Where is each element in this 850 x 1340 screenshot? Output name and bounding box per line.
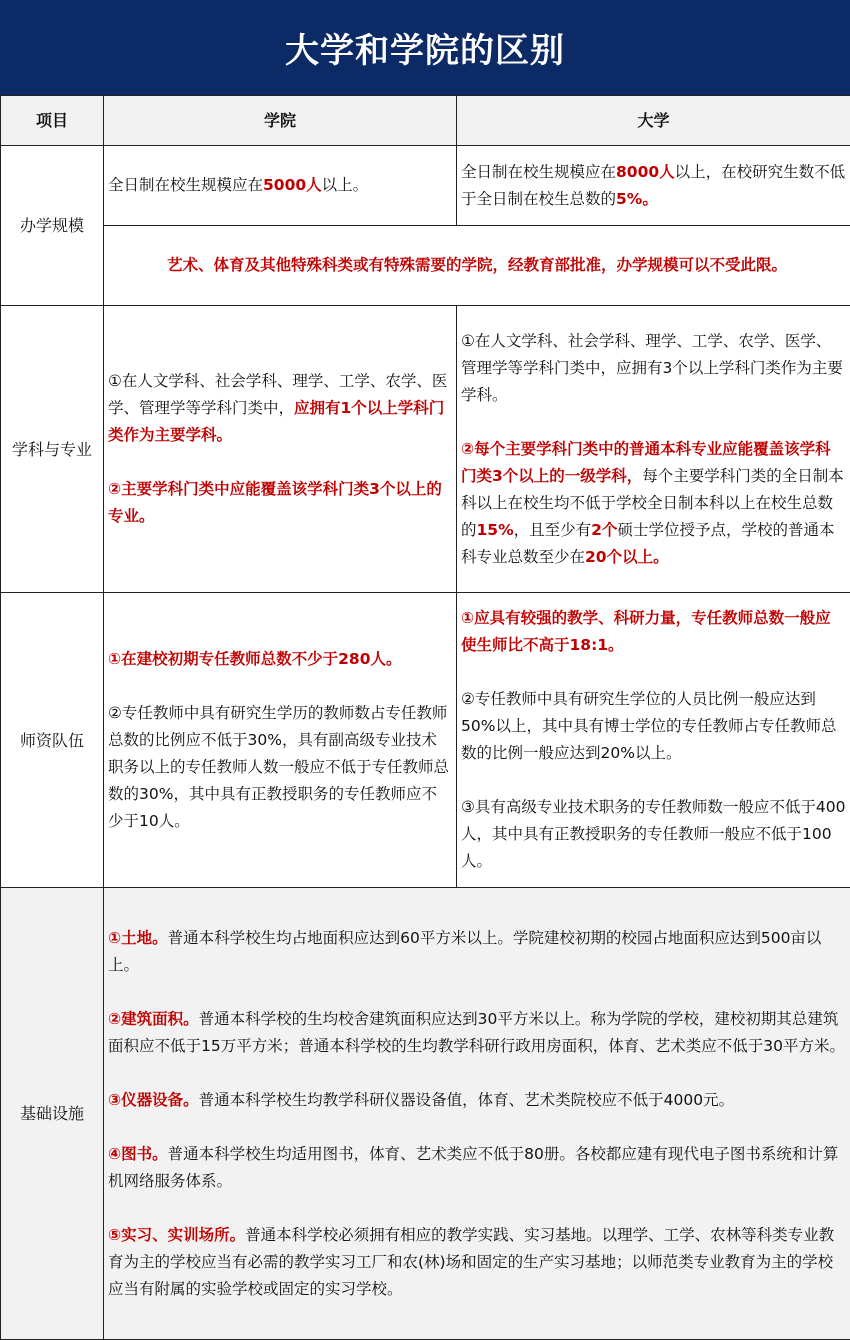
- comparison-table: [0, 95, 850, 1340]
- header-college: 学院: [104, 96, 457, 146]
- paragraph-gap: [108, 1195, 846, 1222]
- row-disciplines: [1, 306, 850, 593]
- row-faculty: [1, 593, 850, 888]
- row-scale: [1, 146, 850, 226]
- college-cell: [104, 146, 457, 226]
- body-text: 全日制在校生规模应在: [461, 163, 616, 181]
- highlight-text: ①应具有较强的教学、科研力量，专任教师总数一般应使生师比不高于18:1。: [461, 609, 831, 654]
- body-text: 全日制在校生规模应在: [108, 176, 263, 194]
- paragraph: [461, 328, 846, 409]
- paragraph: [461, 159, 846, 213]
- college-cell: [104, 306, 457, 593]
- highlight-text: ①土地。: [108, 929, 168, 947]
- paragraph-gap: [108, 449, 452, 476]
- paragraph: [108, 368, 452, 449]
- body-text: ③具有高级专业技术职务的专任教师数一般应不低于400人，其中具有正教授职务的专任教师一般应不低于100人。: [461, 798, 845, 870]
- highlight-text: 8000人: [616, 163, 675, 181]
- highlight-text: 应拥有1个以上学科门类作为主要学科。: [108, 399, 444, 444]
- paragraph-gap: [108, 1114, 846, 1141]
- shared-cell: [104, 888, 850, 1340]
- body-text: ①在人文学科、社会学科、理学、工学、农学、医学、管理学等学科门类中，: [108, 372, 447, 417]
- highlight-text: ①在建校初期专任教师总数不少于280人。: [108, 650, 401, 668]
- paragraph: [108, 1222, 846, 1303]
- highlight-text: ⑤实习、实训场所。: [108, 1226, 245, 1244]
- paragraph: [108, 1141, 846, 1195]
- category-label: 基础设施: [1, 888, 104, 1340]
- highlight-text: ④图书。: [108, 1145, 168, 1163]
- highlight-text: 5%。: [616, 190, 658, 208]
- highlight-text: 15%: [477, 521, 514, 539]
- paragraph: [461, 436, 846, 571]
- note-cell: [104, 226, 850, 306]
- university-cell: [457, 306, 850, 593]
- body-text: 普通本科学校生均适用图书，体育、艺术类应不低于80册。各校都应建有现代电子图书系统和计算机网络服务体系。: [108, 1145, 838, 1190]
- body-text: 以上。: [322, 176, 369, 194]
- body-text: 每个主要学科门类的全日制本科以上在校生均不低于学校全日制本科以上在校生总数的: [461, 467, 844, 539]
- paragraph: [108, 700, 452, 835]
- row-scale-note: [1, 226, 850, 306]
- paragraph-gap: [108, 979, 846, 1006]
- body-text: 普通本科学校的生均校舍建筑面积应达到30平方米以上。称为学院的学校，建校初期其总建筑面积应不低于15万平方米；普通本科学校的生均教学科研行政用房面积，体育、艺术类应不低于30平方米。: [108, 1010, 845, 1055]
- paragraph: [108, 1087, 846, 1114]
- paragraph-gap: [461, 767, 846, 794]
- header-row: [1, 96, 850, 146]
- paragraph: [108, 646, 452, 673]
- page-title: 大学和学院的区别: [0, 0, 850, 95]
- paragraph: [108, 252, 846, 279]
- college-cell: [104, 593, 457, 888]
- university-cell: [457, 146, 850, 226]
- paragraph-gap: [461, 659, 846, 686]
- body-text: 硕士学位授予点，学校的普通本科专业总数至少在: [461, 521, 834, 566]
- highlight-text: 艺术、体育及其他特殊科类或有特殊需要的学院，经教育部批准，办学规模可以不受此限。: [167, 256, 787, 274]
- body-text: 以上，在校研究生数不低于全日制在校生总数的: [461, 163, 845, 208]
- body-text: ②专任教师中具有研究生学位的人员比例一般应达到50%以上，其中具有博士学位的专任教师占专任教师总数的比例一般应达到20%以上。: [461, 690, 836, 762]
- body-text: ①在人文学科、社会学科、理学、工学、农学、医学、管理学等学科门类中，应拥有3个以上学科门类作为主要学科。: [461, 332, 843, 404]
- header-university: 大学: [457, 96, 850, 146]
- category-label: 师资队伍: [1, 593, 104, 888]
- paragraph: [108, 925, 846, 979]
- category-label: 学科与专业: [1, 306, 104, 593]
- body-text: 普通本科学校必须拥有相应的教学实践、实习基地。以理学、工学、农林等科类专业教育为主的学校应当有必需的教学实习工厂和农(林)场和固定的生产实习基地；以师范类专业教育为主的学校应当有附属的实验学校或固定的实习学校。: [108, 1226, 834, 1298]
- paragraph: [461, 794, 846, 875]
- highlight-text: 2个: [591, 521, 617, 539]
- category-label: 办学规模: [1, 146, 104, 306]
- paragraph-gap: [108, 673, 452, 700]
- paragraph: [108, 476, 452, 530]
- paragraph: [108, 172, 452, 199]
- highlight-text: ③仪器设备。: [108, 1091, 199, 1109]
- highlight-text: 20个以上。: [585, 548, 669, 566]
- university-cell: [457, 593, 850, 888]
- paragraph: [461, 686, 846, 767]
- body-text: 普通本科学校生均教学科研仪器设备值，体育、艺术类院校应不低于4000元。: [199, 1091, 734, 1109]
- header-item: 项目: [1, 96, 104, 146]
- paragraph-gap: [108, 1060, 846, 1087]
- paragraph-gap: [461, 409, 846, 436]
- body-text: 普通本科学校生均占地面积应达到60平方米以上。学院建校初期的校园占地面积应达到500亩以上。: [108, 929, 821, 974]
- row-infrastructure: [1, 888, 850, 1340]
- highlight-text: ②每个主要学科门类中的普通本科专业应能覆盖该学科门类3个以上的一级学科，: [461, 440, 831, 485]
- highlight-text: 5000人: [263, 176, 322, 194]
- paragraph: [108, 1006, 846, 1060]
- body-text: ，且至少有: [514, 521, 592, 539]
- highlight-text: ②主要学科门类中应能覆盖该学科门类3个以上的专业。: [108, 480, 442, 525]
- body-text: ②专任教师中具有研究生学历的教师数占专任教师总数的比例应不低于30%，具有副高级专业技术职务以上的专任教师人数一般应不低于专任教师总数的30%，其中具有正教授职务的专任教师应不少于10人。: [108, 704, 449, 830]
- paragraph: [461, 605, 846, 659]
- highlight-text: ②建筑面积。: [108, 1010, 199, 1028]
